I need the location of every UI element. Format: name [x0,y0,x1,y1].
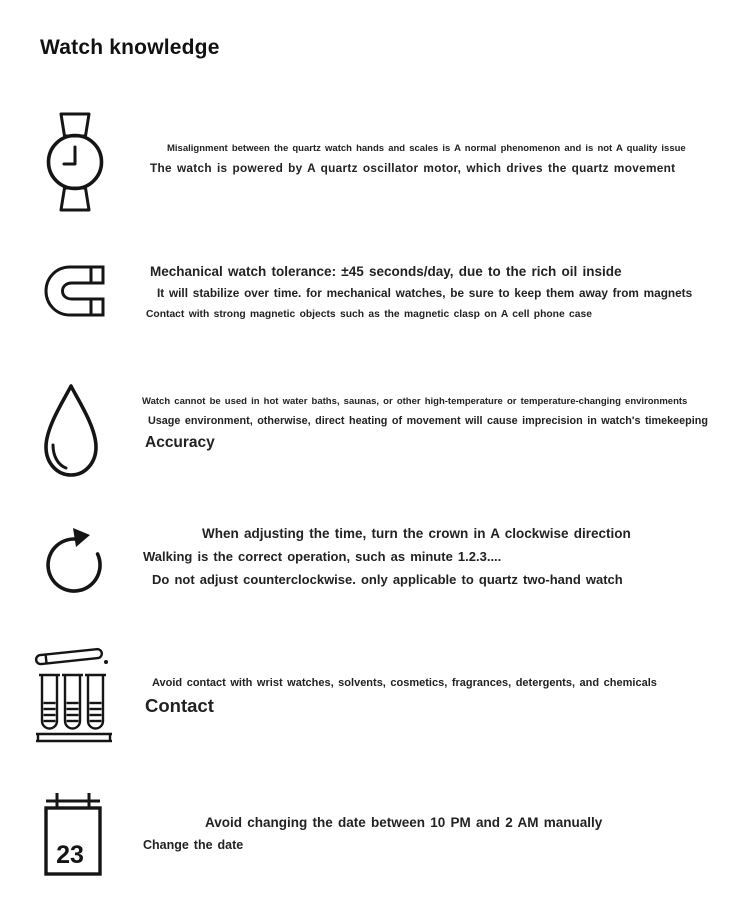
quartz-main-line: The watch is powered by A quartz oscillator motor, which drives the quartz movement [150,161,676,175]
magnetism-line: It will stabilize over time. for mechanical watches, be sure to keep them away from magnets [157,286,693,300]
contact-text-block [140,677,745,717]
magnetism-text-block [140,264,745,320]
adjusting-warning-line: Do not adjust counterclockwise. only applicable to quartz two-hand watch [152,572,623,587]
test-tubes-icon [34,643,114,745]
magnet-icon [42,260,106,322]
calendar-day-number: 23 [56,841,84,869]
contact-line: Avoid contact with wrist watches, solvents, cosmetics, fragrances, detergents, and chemicals [152,677,657,689]
adjusting-line: Walking is the correct operation, such as minute 1.2.3.... [143,549,502,564]
magnetism-headline: Mechanical watch tolerance: ±45 seconds/day, due to the rich oil inside [150,264,622,279]
accuracy-heading: Accuracy [145,434,215,451]
quartz-text-block [140,143,745,175]
wristwatch-icon [44,112,106,212]
adjusting-text-block [140,526,745,587]
accuracy-text-block [140,396,745,452]
clockwise-arrow-icon [42,521,108,601]
magnet-icon [42,260,106,322]
test-tubes-icon [34,643,114,745]
accuracy-line: Usage environment, otherwise, direct heating of movement will cause imprecision in watch's timekeeping [148,415,708,427]
calendar-icon [42,791,104,877]
date-headline: Avoid changing the date between 10 PM and 2 AM manually [205,815,603,830]
page-title: Watch knowledge [40,36,220,59]
quartz-note-line: Misalignment between the quartz watch hands and scales is A normal phenomenon and is not A quality issue [167,143,686,154]
wristwatch-icon [44,112,106,212]
magnetism-note-line: Contact with strong magnetic objects such as the magnetic clasp on A cell phone case [146,309,592,320]
date-subheading: Change the date [143,838,244,852]
date-text-block [140,815,745,852]
contact-heading: Contact [145,695,214,716]
accuracy-note-line: Watch cannot be used in hot water baths, saunas, or other high-temperature or temperature-changing environments [142,396,688,407]
adjusting-headline: When adjusting the time, turn the crown in A clockwise direction [202,526,631,541]
calendar-icon [42,791,104,877]
clockwise-arrow-icon [42,521,108,601]
water-drop-icon [40,382,102,480]
water-drop-icon [40,382,102,480]
